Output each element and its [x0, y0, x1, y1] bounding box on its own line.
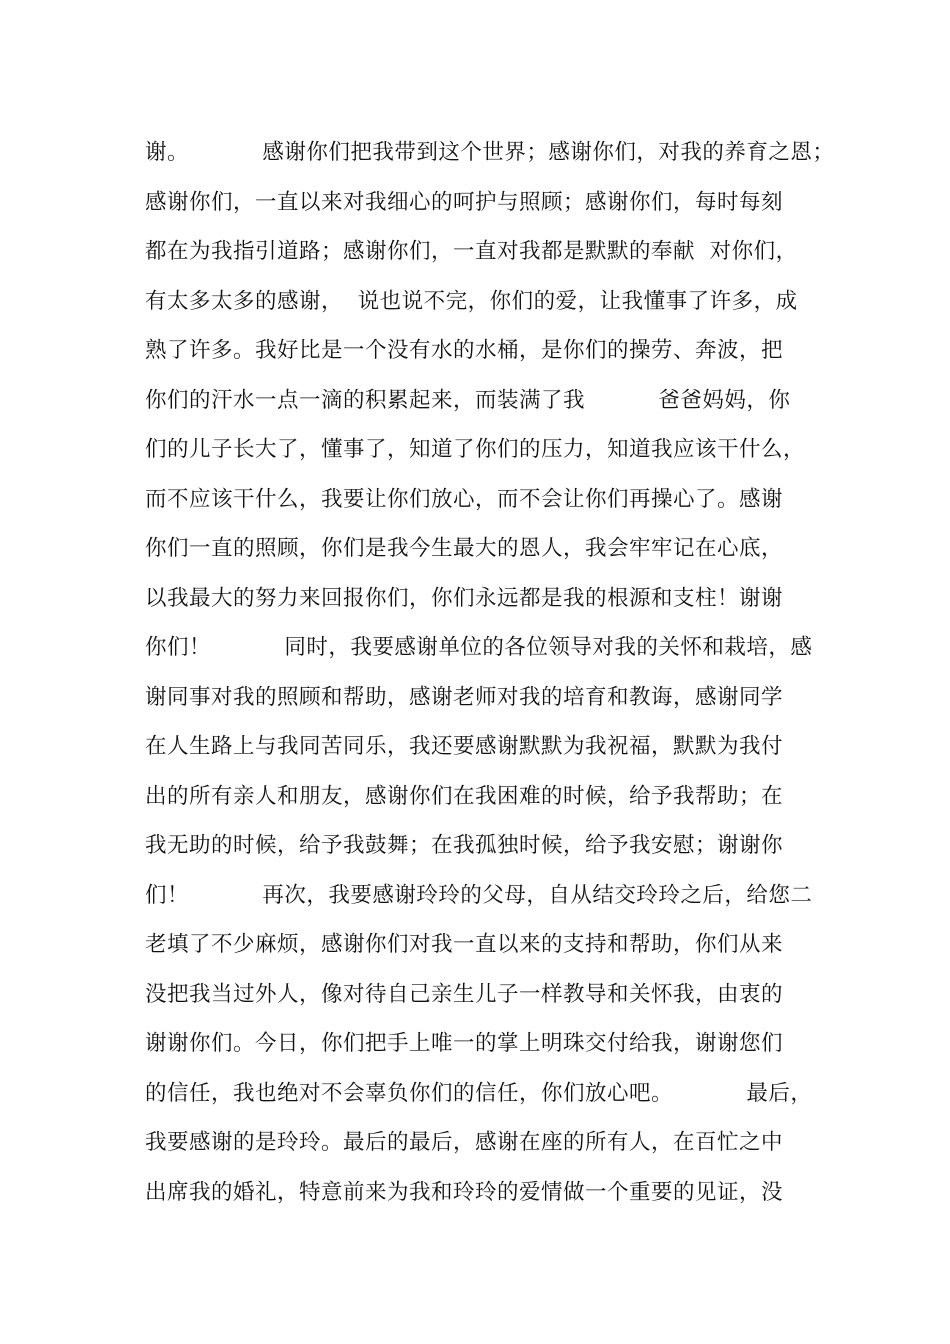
text-line: 没把我当过外人，像对待自己亲生儿子一样教导和关怀我，由衷的 [145, 981, 784, 1007]
text-line: 谢。 感谢你们把我带到这个世界；感谢你们，对我的养育之恩； [145, 140, 835, 165]
text-line: 们！ 再次，我要感谢玲玲的父母，自从结交玲玲之后，给您二 [145, 882, 813, 908]
text-line: 们的儿子长大了，懂事了，知道了你们的压力，知道我应该干什么， [145, 437, 806, 462]
text-line: 有太多太多的感谢， 说也说不完，你们的爱，让我懂事了许多，成 [145, 288, 798, 314]
body-text [145, 128, 835, 1217]
text-line: 你们！ 同时，我要感谢单位的各位领导对我的关怀和栽培，感 [145, 635, 813, 660]
text-line: 在人生路上与我同苦同乐，我还要感谢默默为我祝福，默默为我付 [145, 734, 784, 759]
text-line: 你们一直的照顾，你们是我今生最大的恩人，我会牢牢记在心底， [145, 536, 784, 561]
text-line: 老填了不少麻烦，感谢你们对我一直以来的支持和帮助，你们从来 [145, 932, 784, 957]
text-line: 的信任，我也绝对不会辜负你们的信任，你们放心吧。 最后， [145, 1080, 813, 1106]
text-line: 都在为我指引道路；感谢你们，一直对我都是默默的奉献 对你们， [145, 239, 798, 264]
text-line: 我无助的时候，给予我鼓舞；在我孤独时候，给予我安慰；谢谢你 [145, 833, 784, 858]
text-line: 谢谢你们。今日，你们把手上唯一的掌上明珠交付给我，谢谢您们 [145, 1031, 784, 1056]
text-line: 谢同事对我的照顾和帮助，感谢老师对我的培育和教诲，感谢同学 [145, 684, 784, 710]
text-line: 以我最大的努力来回报你们，你们永远都是我的根源和支柱！谢谢 [145, 585, 784, 611]
text-line: 而不应该干什么，我要让你们放心，而不会让你们再操心了。感谢 [145, 486, 784, 512]
text-line: 熟了许多。我好比是一个没有水的水桶，是你们的操劳、奔波，把 [145, 338, 784, 363]
text-line: 出的所有亲人和朋友，感谢你们在我困难的时候，给予我帮助；在 [145, 783, 784, 809]
text-line: 我要感谢的是玲玲。最后的最后，感谢在座的所有人，在百忙之中 [145, 1130, 784, 1155]
text-line: 出席我的婚礼，特意前来为我和玲玲的爱情做一个重要的见证，没 [145, 1179, 784, 1205]
text-line: 感谢你们，一直以来对我细心的呵护与照顾；感谢你们，每时每刻 [145, 189, 784, 215]
text-line: 你们的汗水一点一滴的积累起来，而装满了我 爸爸妈妈，你 [145, 387, 791, 413]
